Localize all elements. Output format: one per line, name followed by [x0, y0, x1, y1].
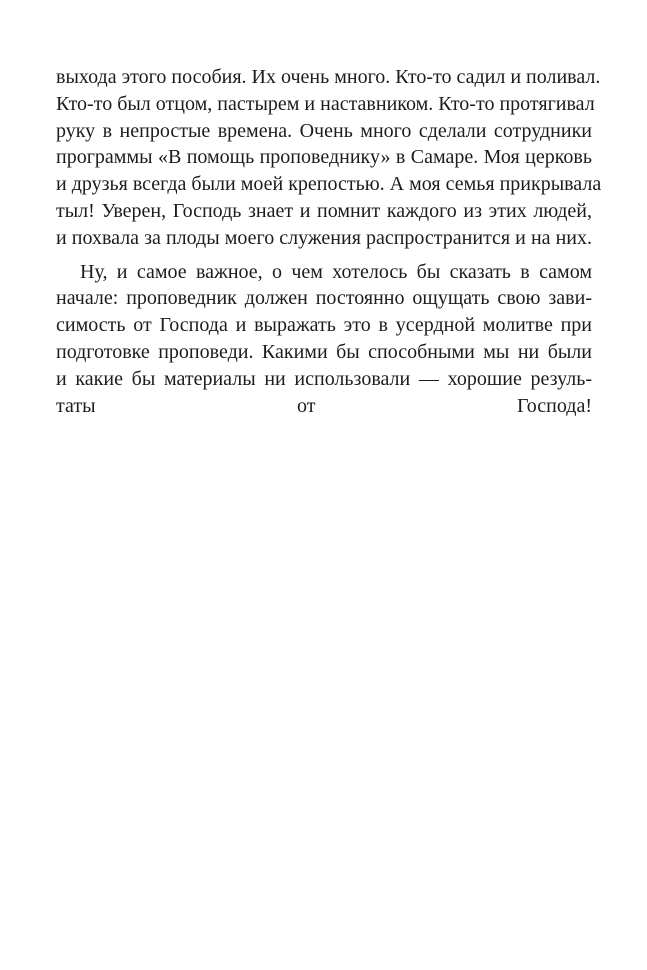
text-line: Кто-то был отцом, пастырем и наставником. Кто-то протягивал — [56, 92, 595, 115]
text-line: симость от Господа и выражать это в усердной молитве при — [56, 314, 592, 337]
text-line: начале: проповедник должен постоянно ощущать свою зави- — [56, 287, 592, 310]
paragraph-continuation — [56, 64, 602, 252]
text-line: Ну, и самое важное, о чем хотелось бы сказать в самом — [80, 260, 592, 283]
text-line: и похвала за плоды моего служения распространится и на них. — [56, 226, 592, 249]
text-line: тыл! Уверен, Господь знает и помнит каждого из этих людей, — [56, 199, 592, 222]
text-line: таты от Господа! — [56, 394, 592, 417]
text-line: руку в непростые времена. Очень много сделали сотрудники — [56, 119, 592, 142]
body-text — [56, 64, 602, 446]
paragraph-gap — [56, 252, 592, 259]
text-line: и друзья всегда были моей крепостью. А моя семья прикрывала — [56, 173, 602, 196]
paragraph — [56, 259, 592, 447]
text-line: программы «В помощь проповеднику» в Самаре. Моя церковь — [56, 146, 592, 169]
text-line: и какие бы материалы ни использовали — хорошие резуль- — [56, 367, 592, 390]
text-line: выхода этого пособия. Их очень много. Кто-то садил и поливал. — [56, 66, 601, 88]
text-line — [56, 419, 592, 446]
text-line: подготовке проповеди. Какими бы способными мы ни были — [56, 340, 592, 363]
